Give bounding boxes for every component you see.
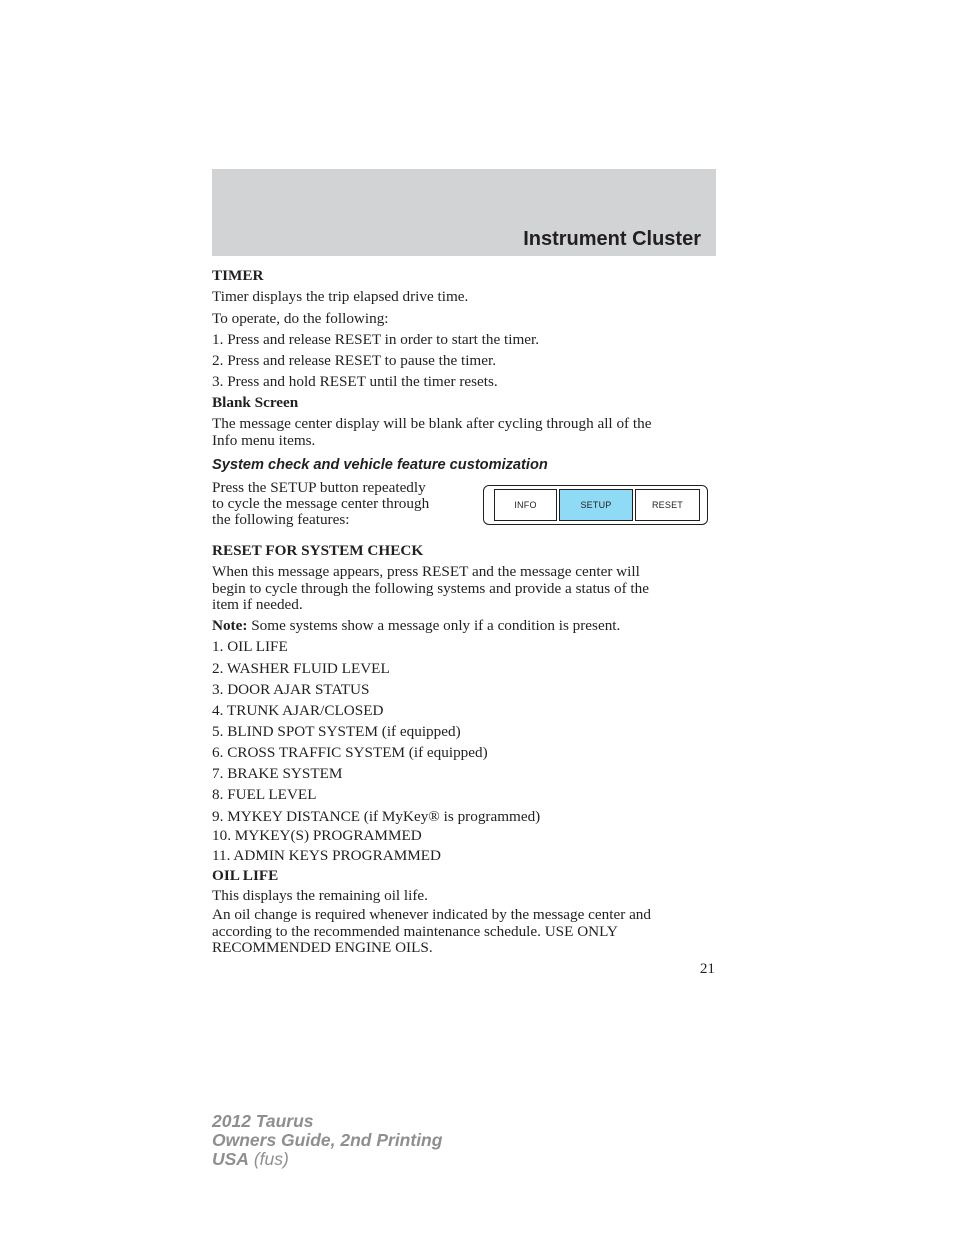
reset-check-text: When this message appears, press RESET and the message center will	[212, 563, 640, 580]
section-header-band	[212, 169, 716, 256]
oil-life-heading: OIL LIFE	[212, 867, 279, 884]
footer-region	[212, 1150, 442, 1169]
system-list-item: 5. BLIND SPOT SYSTEM (if equipped)	[212, 723, 461, 740]
footer-model: 2012 Taurus	[212, 1111, 314, 1131]
timer-step: 1. Press and release RESET in order to start the timer.	[212, 331, 540, 348]
blank-screen-heading: Blank Screen	[212, 394, 299, 411]
system-list-item: 11. ADMIN KEYS PROGRAMMED	[212, 847, 441, 864]
footer-edition-info	[212, 1112, 442, 1169]
note-text: Some systems show a message only if a condition is present.	[247, 617, 621, 634]
system-list-item: 6. CROSS TRAFFIC SYSTEM (if equipped)	[212, 744, 488, 761]
reset-check-text: item if needed.	[212, 596, 303, 613]
system-check-text: to cycle the message center through	[212, 495, 430, 512]
footer-region-code: USA	[212, 1149, 249, 1169]
oil-life-text: RECOMMENDED ENGINE OILS.	[212, 939, 433, 956]
oil-life-text: An oil change is required whenever indicated by the message center and	[212, 906, 651, 923]
system-list-item: 7. BRAKE SYSTEM	[212, 765, 343, 782]
reset-check-heading: RESET FOR SYSTEM CHECK	[212, 542, 424, 559]
system-check-text: Press the SETUP button repeatedly	[212, 479, 426, 496]
timer-step: 3. Press and hold RESET until the timer resets.	[212, 373, 498, 390]
system-list-item: 3. DOOR AJAR STATUS	[212, 681, 370, 698]
note-paragraph	[212, 618, 620, 635]
system-list-item: 4. TRUNK AJAR/CLOSED	[212, 702, 384, 719]
system-list-item: 9. MYKEY DISTANCE (if MyKey® is programmed)	[212, 808, 541, 825]
timer-step: 2. Press and release RESET to pause the timer.	[212, 352, 497, 369]
timer-heading: TIMER	[212, 267, 264, 284]
setup-button: SETUP	[559, 489, 633, 521]
timer-description: Timer displays the trip elapsed drive time.	[212, 288, 469, 305]
system-list-item: 10. MYKEY(S) PROGRAMMED	[212, 827, 422, 844]
system-list-item: 8. FUEL LEVEL	[212, 786, 317, 803]
footer-guide-title: Owners Guide, 2nd Printing	[212, 1130, 443, 1150]
timer-operate-text: To operate, do the following:	[212, 310, 389, 327]
blank-screen-text: Info menu items.	[212, 432, 316, 449]
system-list-item: 1. OIL LIFE	[212, 638, 288, 655]
system-check-heading: System check and vehicle feature customization	[212, 457, 548, 473]
system-list-item: 2. WASHER FLUID LEVEL	[212, 660, 390, 677]
system-check-text: the following features:	[212, 511, 350, 528]
oil-life-description: This displays the remaining oil life.	[212, 887, 428, 904]
oil-life-text: according to the recommended maintenance schedule. USE ONLY	[212, 923, 618, 940]
blank-screen-text: The message center display will be blank after cycling through all of the	[212, 415, 652, 432]
info-button: INFO	[494, 489, 557, 521]
message-center-button-panel	[483, 485, 708, 525]
section-title: Instrument Cluster	[523, 228, 701, 250]
note-label: Note:	[212, 617, 248, 634]
reset-button: RESET	[635, 489, 700, 521]
page-number: 21	[699, 960, 715, 977]
footer-region-suffix: (fus)	[248, 1149, 289, 1169]
reset-check-text: begin to cycle through the following systems and provide a status of the	[212, 580, 649, 597]
